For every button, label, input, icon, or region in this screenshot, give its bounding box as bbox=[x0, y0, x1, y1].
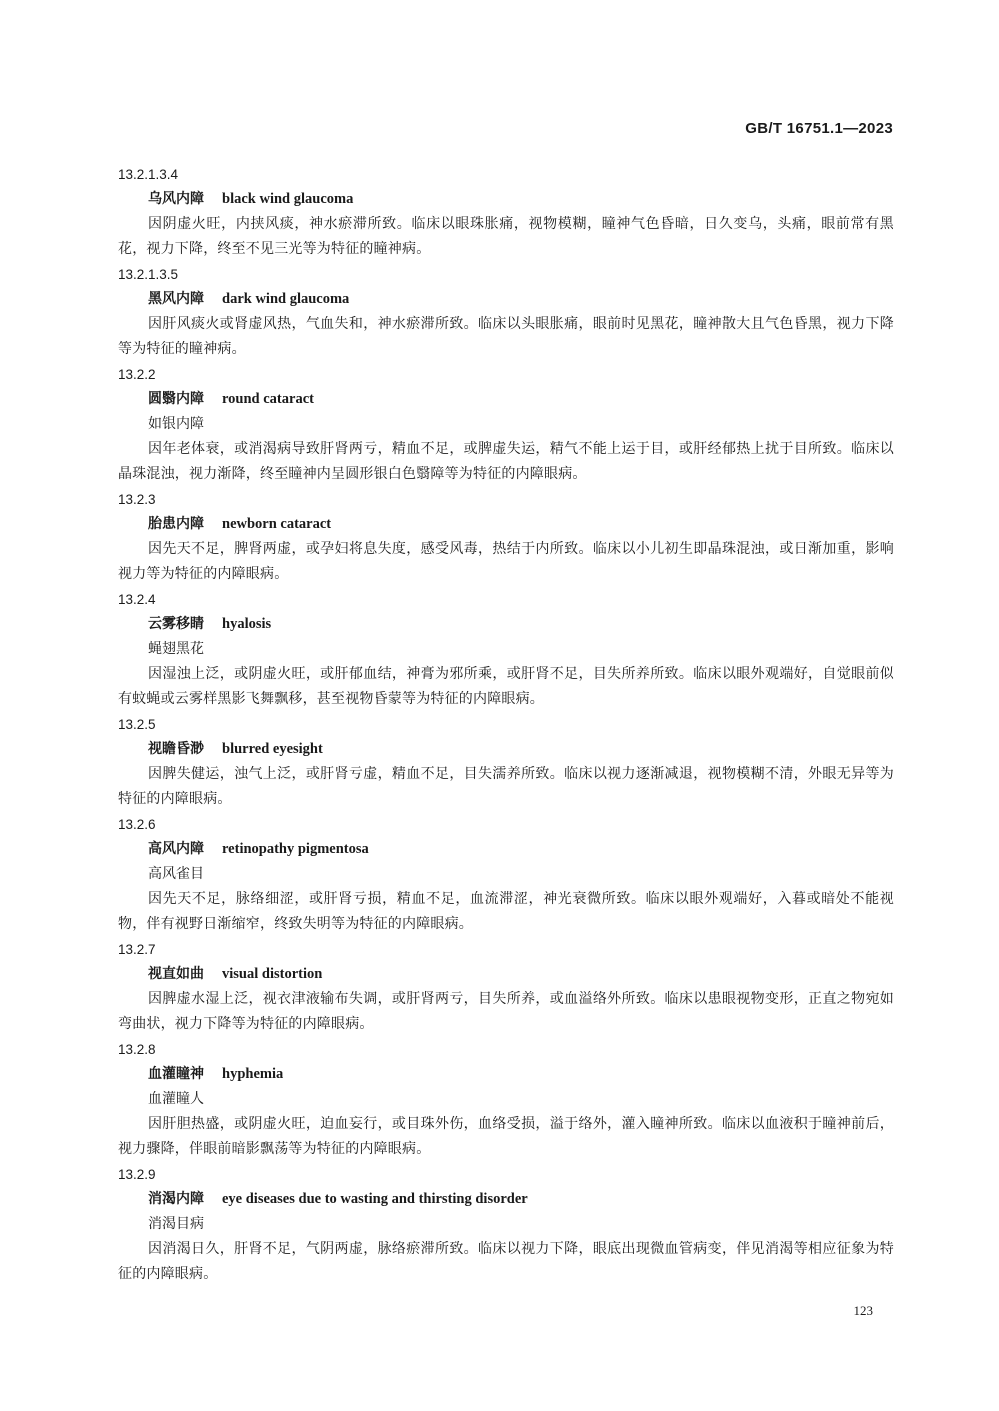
term-chinese: 黑风内障 bbox=[148, 291, 204, 307]
entry-number: 13.2.8 bbox=[118, 1042, 156, 1057]
term-entry bbox=[118, 162, 894, 262]
term-definition: 因脾虚水湿上泛，视衣津液输布失调，或肝肾两亏，目失所养，或血溢络外所致。临床以患眼视物变形，正直之物宛如弯曲状，视力下降等为特征的内障眼病。 bbox=[118, 991, 894, 1032]
term-chinese: 圆翳内障 bbox=[148, 391, 204, 407]
term-heading bbox=[118, 962, 894, 987]
term-heading bbox=[118, 1062, 894, 1087]
term-definition: 因先天不足，脉络细涩，或肝肾亏损，精血不足，血流滞涩，神光衰微所致。临床以眼外观端好，入暮或暗处不能视物，伴有视野日渐缩窄，终致失明等为特征的内障眼病。 bbox=[118, 891, 894, 932]
term-entry bbox=[118, 712, 894, 812]
term-synonym: 如银内障 bbox=[148, 416, 204, 432]
term-chinese: 乌风内障 bbox=[148, 191, 204, 207]
term-entry bbox=[118, 812, 894, 937]
term-chinese: 视直如曲 bbox=[148, 966, 204, 982]
term-chinese: 云雾移睛 bbox=[148, 616, 204, 632]
term-definition: 因先天不足，脾肾两虚，或孕妇将息失度，感受风毒，热结于内所致。临床以小儿初生即晶珠混浊，或日渐加重，影响视力等为特征的内障眼病。 bbox=[118, 541, 894, 582]
term-entry bbox=[118, 487, 894, 587]
term-definition: 因年老体衰，或消渴病导致肝肾两亏，精血不足，或脾虚失运，精气不能上运于目，或肝经郁热上扰于目所致。临床以晶珠混浊，视力渐降，终至瞳神内呈圆形银白色翳障等为特征的内障眼病。 bbox=[118, 441, 894, 482]
entry-number: 13.2.4 bbox=[118, 592, 156, 607]
term-heading bbox=[118, 187, 894, 212]
term-english: black wind glaucoma bbox=[222, 191, 354, 207]
term-heading bbox=[118, 612, 894, 637]
term-entry bbox=[118, 587, 894, 712]
term-chinese: 消渴内障 bbox=[148, 1191, 204, 1207]
entry-number: 13.2.1.3.4 bbox=[118, 167, 179, 182]
term-entry bbox=[118, 1162, 894, 1287]
term-chinese: 胎患内障 bbox=[148, 516, 204, 532]
term-english: visual distortion bbox=[222, 966, 323, 982]
term-synonym: 消渴目病 bbox=[148, 1216, 204, 1232]
entry-number: 13.2.3 bbox=[118, 492, 156, 507]
term-definition: 因肝风痰火或肾虚风热，气血失和，神水瘀滞所致。临床以头眼胀痛，眼前时见黑花，瞳神散大且气色昏黑，视力下降等为特征的瞳神病。 bbox=[118, 316, 894, 357]
term-english: blurred eyesight bbox=[222, 741, 323, 757]
entry-number: 13.2.7 bbox=[118, 942, 156, 957]
term-entry bbox=[118, 362, 894, 487]
term-definition: 因消渴日久，肝肾不足，气阴两虚，脉络瘀滞所致。临床以视力下降，眼底出现微血管病变，伴见消渴等相应征象为特征的内障眼病。 bbox=[118, 1241, 894, 1282]
entry-number: 13.2.2 bbox=[118, 367, 156, 382]
term-heading bbox=[118, 287, 894, 312]
term-definition: 因肝胆热盛，或阴虚火旺，迫血妄行，或目珠外伤，血络受损，溢于络外，灌入瞳神所致。临床以血液积于瞳神前后，视力骤降，伴眼前暗影飘荡等为特征的内障眼病。 bbox=[118, 1116, 894, 1157]
entry-number: 13.2.6 bbox=[118, 817, 156, 832]
term-chinese: 血灌瞳神 bbox=[148, 1066, 204, 1082]
term-chinese: 视瞻昏渺 bbox=[148, 741, 204, 757]
entry-number: 13.2.1.3.5 bbox=[118, 267, 179, 282]
term-definition: 因脾失健运，浊气上泛，或肝肾亏虚，精血不足，目失濡养所致。临床以视力逐渐减退，视物模糊不清，外眼无异等为特征的内障眼病。 bbox=[118, 766, 894, 807]
standard-code-header: GB/T 16751.1—2023 bbox=[745, 120, 893, 137]
term-heading bbox=[118, 512, 894, 537]
term-english: newborn cataract bbox=[222, 516, 332, 532]
term-entry bbox=[118, 262, 894, 362]
term-english: hyalosis bbox=[222, 616, 272, 632]
term-definition: 因湿浊上泛，或阴虚火旺，或肝郁血结，神膏为邪所乘，或肝肾不足，目失所养所致。临床以眼外观端好，自觉眼前似有蚊蝇或云雾样黑影飞舞飘移，甚至视物昏蒙等为特征的内障眼病。 bbox=[118, 666, 894, 707]
term-english: eye diseases due to wasting and thirsting disorder bbox=[222, 1191, 528, 1207]
term-synonym: 蝇翅黑花 bbox=[148, 641, 204, 657]
term-english: hyphemia bbox=[222, 1066, 284, 1082]
term-heading bbox=[118, 1187, 894, 1212]
term-english: round cataract bbox=[222, 391, 314, 407]
term-entry bbox=[118, 1037, 894, 1162]
page-number: 123 bbox=[853, 1303, 873, 1318]
term-entry bbox=[118, 937, 894, 1037]
term-definition: 因阴虚火旺，内挟风痰，神水瘀滞所致。临床以眼珠胀痛，视物模糊，瞳神气色昏暗，日久变乌，头痛，眼前常有黑花，视力下降，终至不见三光等为特征的瞳神病。 bbox=[118, 216, 894, 257]
term-english: retinopathy pigmentosa bbox=[222, 841, 369, 857]
term-heading bbox=[118, 737, 894, 762]
term-heading bbox=[118, 387, 894, 412]
entries-list bbox=[118, 162, 894, 1287]
term-synonym: 血灌瞳人 bbox=[148, 1091, 204, 1107]
term-english: dark wind glaucoma bbox=[222, 291, 350, 307]
term-synonym: 高风雀目 bbox=[148, 866, 204, 882]
entry-number: 13.2.9 bbox=[118, 1167, 156, 1182]
entry-number: 13.2.5 bbox=[118, 717, 156, 732]
term-heading bbox=[118, 837, 894, 862]
term-chinese: 高风内障 bbox=[148, 841, 204, 857]
